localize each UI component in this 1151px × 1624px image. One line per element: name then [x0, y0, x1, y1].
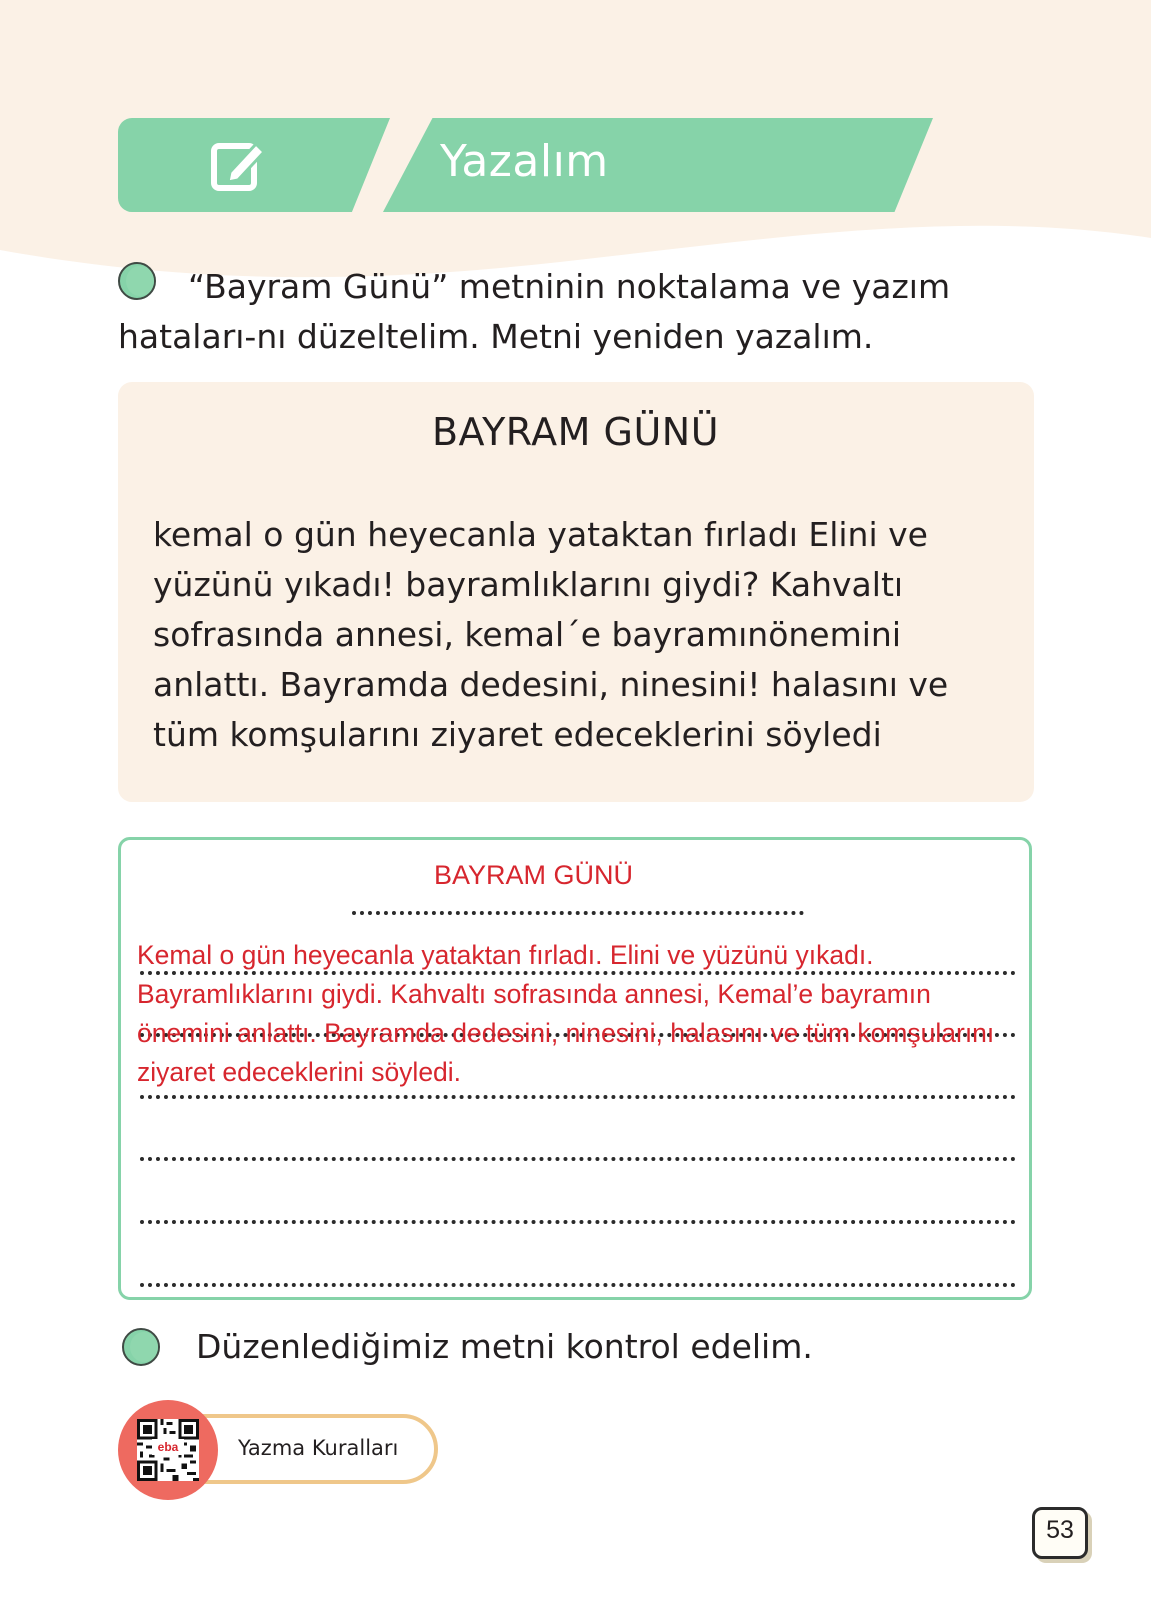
- answer-text: Kemal o gün heyecanla yataktan fırladı. Elini ve yüzünü yıkadı. Bayramlıklarını giydi. Kahvaltı sofrasında annesi, Kemal’e bayramın önemini anlattı. Bayramda dedesini, ninesini, halasını ve tüm komşularını ziyaret edeceklerini söyledi.: [137, 940, 995, 1087]
- answer-title: BAYRAM GÜNÜ: [434, 860, 634, 890]
- given-title: BAYRAM GÜNÜ: [431, 410, 720, 454]
- writing-line: [140, 1283, 1016, 1287]
- title-dotted-line: [352, 911, 804, 915]
- instruction-label: “Bayram Günü” metninin noktalama ve yazım hataları-nı düzeltelim. Metni yeniden yazalım.: [118, 267, 951, 356]
- check-instruction: Düzenlediğimiz metni kontrol edelim.: [196, 1327, 813, 1366]
- qr-link-label[interactable]: Yazma Kuralları: [238, 1436, 399, 1460]
- page-number: 53: [1046, 1516, 1074, 1544]
- writing-line: [140, 1220, 1016, 1224]
- writing-line: [140, 1157, 1016, 1161]
- bullet-dot-icon: [122, 1328, 160, 1366]
- writing-line: [140, 1095, 1016, 1099]
- eba-logo: eba: [152, 1439, 184, 1455]
- edit-note-icon: [210, 134, 270, 194]
- given-text: kemal o gün heyecanla yataktan fırladı Elini ve yüzünü yıkadı! bayramlıklarını giydi? Kahvaltı sofrasında annesi, kemal´e bayramınönemini anlattı. Bayramda dedesini, ninesini! halasını ve tüm komşularını ziyaret edeceklerini söyledi: [153, 515, 949, 754]
- instruction-text: [118, 262, 1028, 362]
- section-title: Yazalım: [440, 136, 609, 187]
